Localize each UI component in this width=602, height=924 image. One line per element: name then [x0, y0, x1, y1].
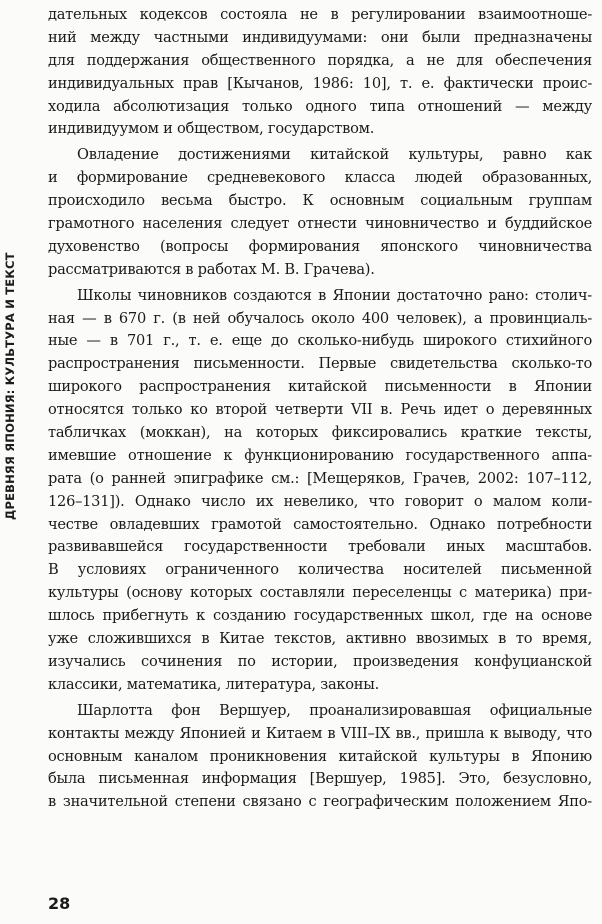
text-line: изучались сочинения по истории, произведения конфуцианской [48, 652, 592, 670]
text-line: индивидуумом и обществом, государством. [48, 120, 375, 138]
text-line: 126–131]). Однако число их невелико, что говорит о малом коли- [48, 492, 592, 510]
text-line: имевшие отношение к функционированию государственного аппа- [48, 446, 592, 464]
text-line: рата (о ранней эпиграфике см.: [Мещеряков, Грачев, 2002: 107–112, [48, 469, 592, 487]
text-line: уже сложившихся в Китае текстов, активно ввозимых в то время, [48, 630, 592, 648]
page-number: 28 [48, 894, 71, 913]
text-line: Овладение достижениями китайской культуры, равно как [77, 146, 592, 164]
text-line: была письменная информация [Вершуер, 1985]. Это, безусловно, [48, 770, 592, 788]
text-line: ходила абсолютизация только одного типа отношений — между [48, 97, 592, 115]
paragraph [48, 144, 592, 281]
text-line: происходило весьма быстро. К основным социальным группам [48, 192, 592, 210]
paragraph [48, 4, 592, 141]
text-line: культуры (основу которых составляли переселенцы с материка) при- [48, 584, 592, 602]
text-line: основным каналом проникновения китайской культуры в Японию [48, 747, 592, 765]
text-line: табличках (моккан), на которых фиксировались краткие тексты, [48, 424, 592, 442]
text-line: и формирование средневекового класса людей образованных, [48, 169, 592, 187]
text-line: в значительной степени связано с географическим положением Япо- [48, 793, 592, 811]
text-line: ная — в 670 г. (в ней обучалось около 400 человек), а провинциаль- [48, 309, 592, 327]
text-line: честве овладевших грамотой самостоятельно. Однако потребности [48, 515, 592, 533]
text-line: индивидуальных прав [Кычанов, 1986: 10], т. е. фактически проис- [48, 74, 592, 92]
text-line: духовенство (вопросы формирования японского чиновничества [48, 237, 592, 255]
text-line: распространения письменности. Первые свидетельства сколько-то [48, 355, 592, 373]
paragraph [48, 700, 592, 814]
text-line: ний между частными индивидуумами: они были предназначены [48, 28, 592, 46]
running-head: ДРЕВНЯЯ ЯПОНИЯ: КУЛЬТУРА И ТЕКСТ [3, 252, 17, 520]
text-line: классики, математика, литература, законы. [48, 675, 380, 693]
body-text [48, 4, 592, 814]
paragraph [48, 285, 592, 697]
text-line: относятся только ко второй четверти VII в. Речь идет о деревянных [48, 401, 592, 419]
text-line: шлось прибегнуть к созданию государственных школ, где на основе [48, 607, 592, 625]
text-line: Школы чиновников создаются в Японии достаточно рано: столич- [77, 286, 592, 304]
text-line: контакты между Японией и Китаем в VIII–IX вв., пришла к выводу, что [48, 724, 592, 742]
text-line: рассматриваются в работах М. В. Грачева). [48, 260, 375, 278]
text-line: широкого распространения китайской письменности в Японии [48, 378, 592, 396]
text-line: грамотного населения следует отнести чиновничество и буддийское [48, 215, 592, 233]
text-line: ные — в 701 г., т. е. еще до сколько-нибудь широкого стихийного [48, 332, 592, 350]
text-line: для поддержания общественного порядка, а не для обеспечения [48, 51, 592, 69]
text-line: В условиях ограниченного количества носителей письменной [48, 561, 592, 579]
text-line: развивавшейся государственности требовали иных масштабов. [48, 538, 592, 556]
text-line: дательных кодексов состояла не в регулировании взаимоотноше- [48, 6, 592, 23]
text-line: Шарлотта фон Вершуер, проанализировавшая официальные [77, 701, 592, 719]
